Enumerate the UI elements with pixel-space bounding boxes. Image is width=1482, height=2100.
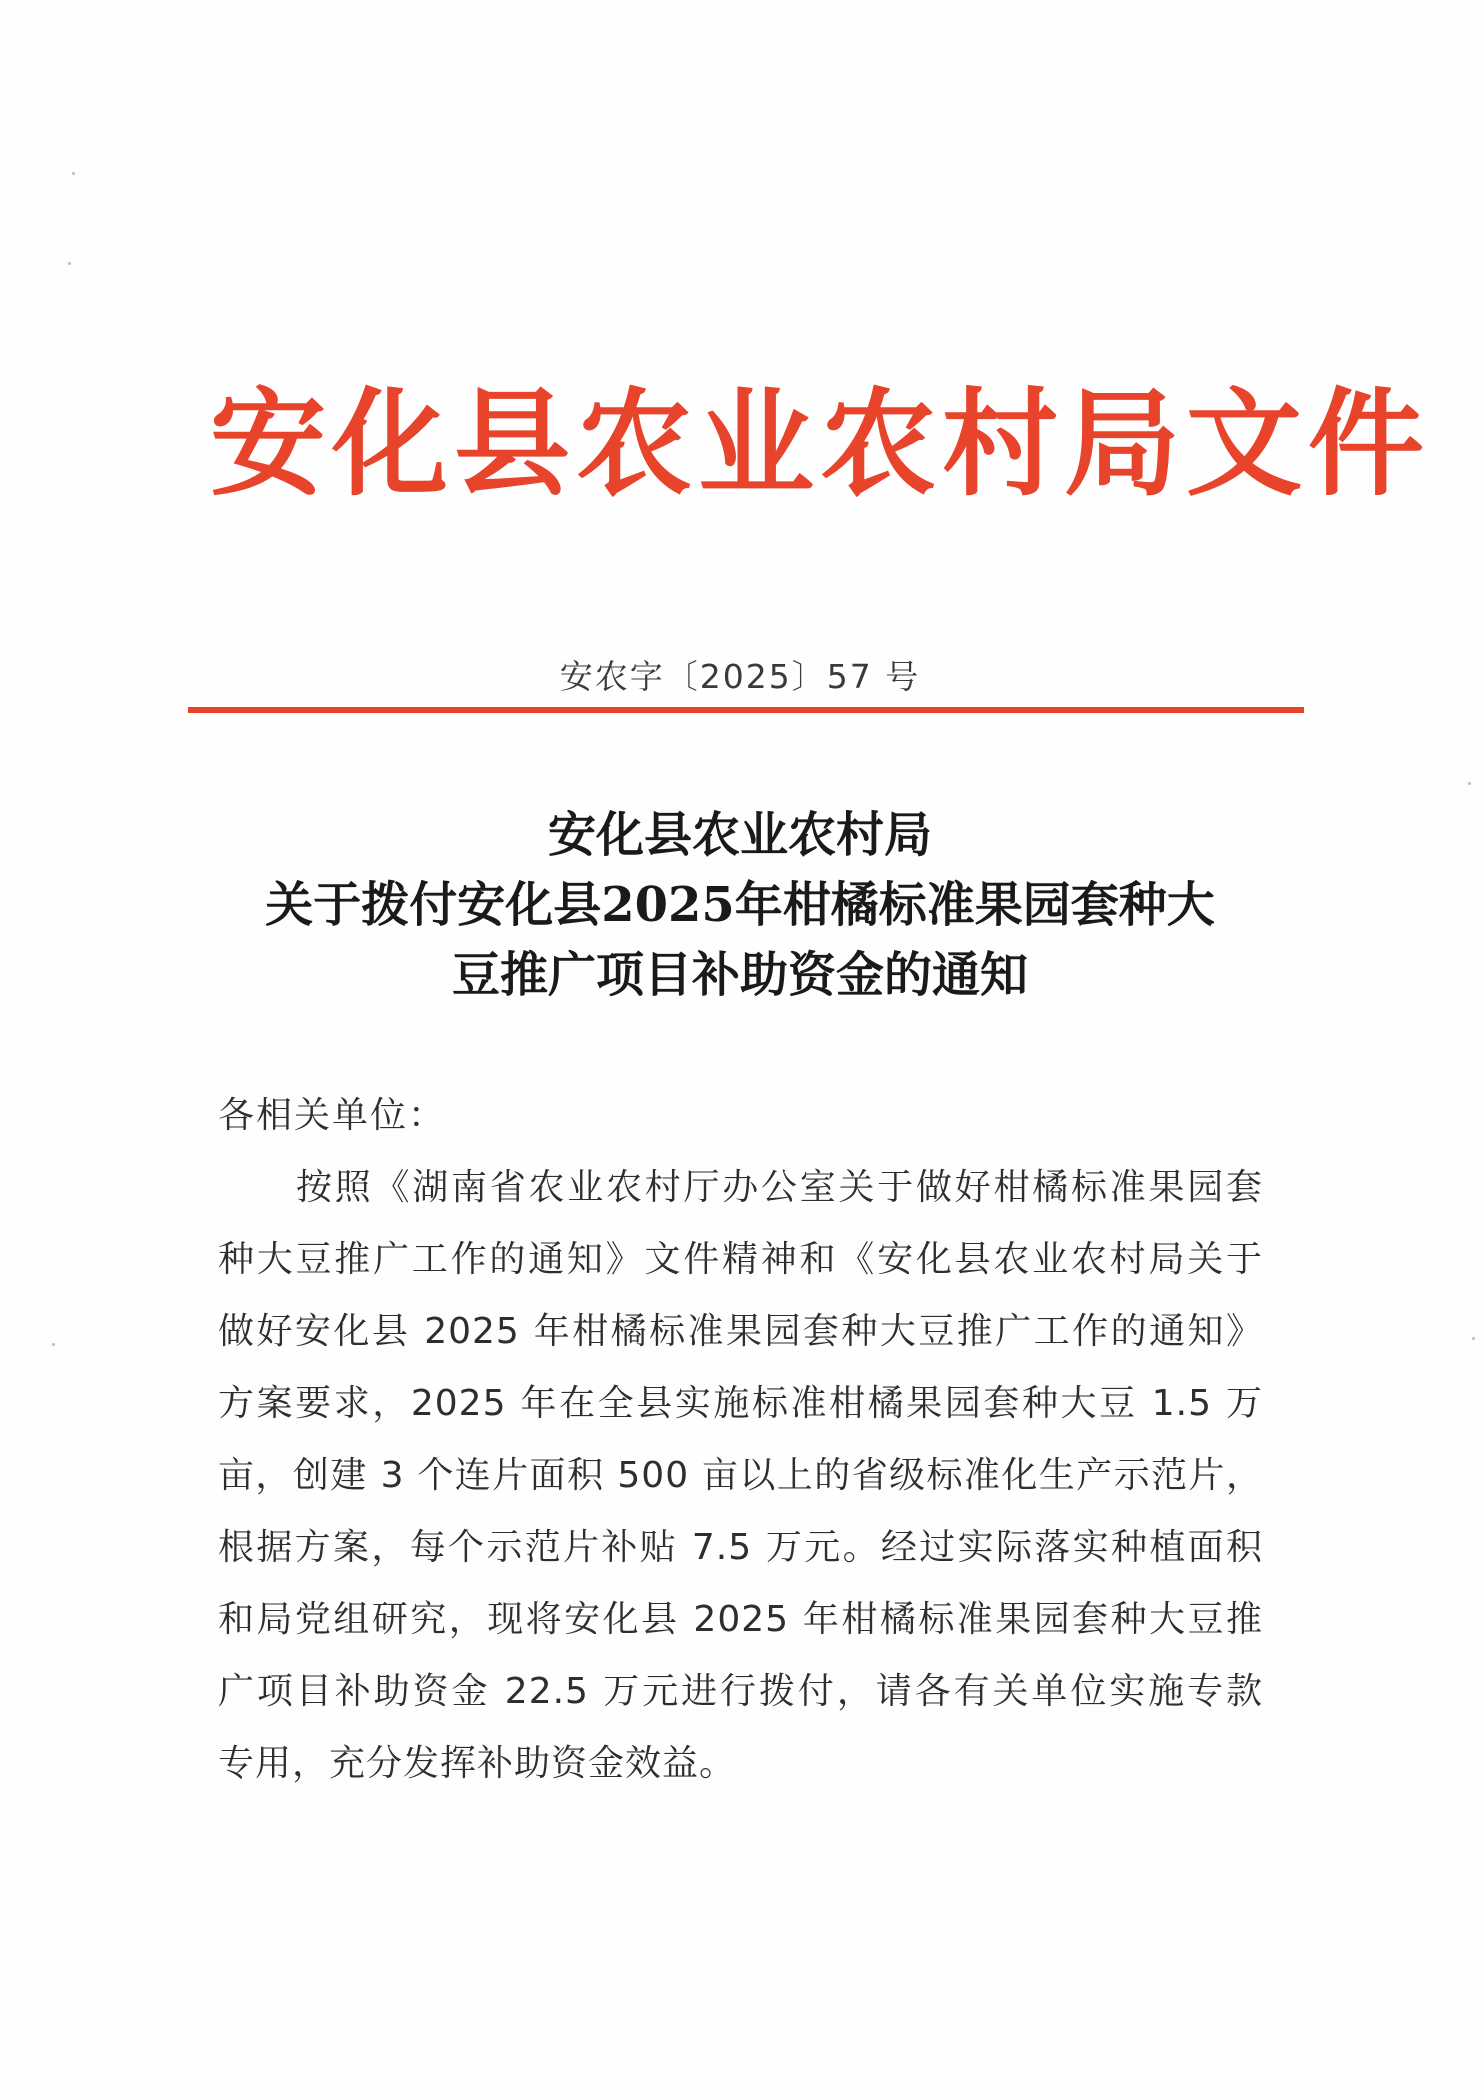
notice-title bbox=[190, 800, 1290, 1010]
scan-speck bbox=[1468, 782, 1471, 785]
title-line: 安化县农业农村局 bbox=[547, 807, 932, 863]
notice-body bbox=[218, 1080, 1263, 1800]
salutation: 各相关单位： bbox=[218, 1095, 447, 1136]
red-divider-rule bbox=[188, 707, 1304, 713]
paragraph-line: 亩，创建 3 个连片面积 500 亩以上的省级标准化生产示范片， bbox=[218, 1455, 1263, 1496]
scan-speck bbox=[68, 262, 71, 265]
paragraph-line: 按照《湖南省农业农村厅办公室关于做好柑橘标准果园套 bbox=[296, 1167, 1263, 1208]
title-line: 关于拨付安化县2025年柑橘标准果园套种大 bbox=[265, 877, 1215, 933]
paragraph-line: 专用，充分发挥补助资金效益。 bbox=[218, 1743, 737, 1784]
masthead-title: 安化县农业农村局文件 bbox=[210, 377, 1430, 512]
paragraph-line: 和局党组研究，现将安化县 2025 年柑橘标准果园套种大豆推 bbox=[218, 1599, 1263, 1640]
paragraph-line: 根据方案，每个示范片补贴 7.5 万元。经过实际落实种植面积 bbox=[218, 1527, 1263, 1568]
paragraph-line: 做好安化县 2025 年柑橘标准果园套种大豆推广工作的通知》 bbox=[218, 1311, 1263, 1352]
document-number: 安农字〔2025〕57 号 bbox=[559, 657, 921, 696]
paragraph-line: 方案要求，2025 年在全县实施标准柑橘果园套种大豆 1.5 万 bbox=[218, 1383, 1263, 1424]
scan-speck bbox=[52, 1343, 55, 1346]
scan-speck bbox=[1472, 1337, 1475, 1340]
paragraph-line: 广项目补助资金 22.5 万元进行拨付，请各有关单位实施专款 bbox=[218, 1671, 1263, 1712]
title-line: 豆推广项目补助资金的通知 bbox=[451, 947, 1028, 1003]
scan-speck bbox=[72, 172, 75, 175]
paragraph-line: 种大豆推广工作的通知》文件精神和《安化县农业农村局关于 bbox=[218, 1239, 1263, 1280]
